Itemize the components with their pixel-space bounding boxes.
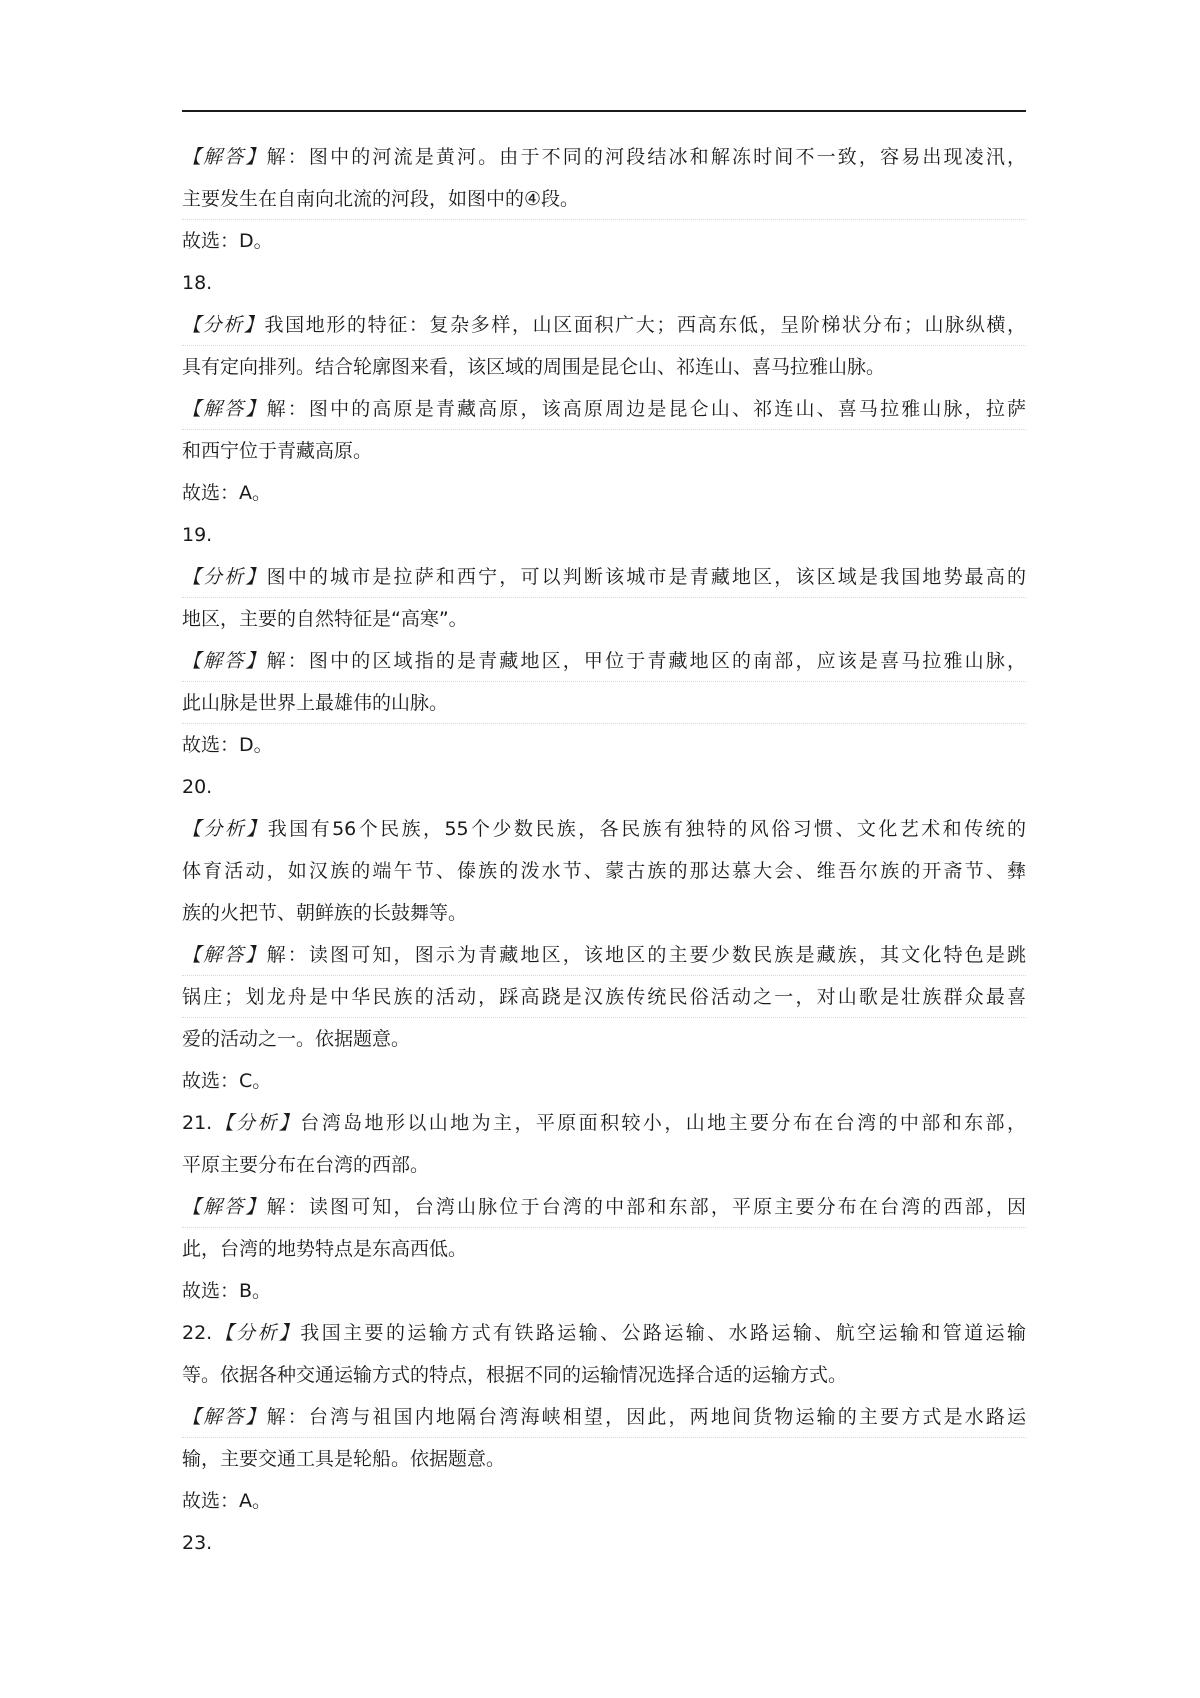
text-line <box>182 556 1026 598</box>
text-line <box>182 1522 1026 1564</box>
text-line <box>182 1144 1026 1186</box>
line-text: 我国地形的特征：复杂多样，山区面积广大；西高东低，呈阶梯状分布；山脉纵横， <box>264 314 1026 336</box>
line-text: 故选：A。 <box>182 482 271 504</box>
text-line <box>182 1396 1026 1438</box>
text-line <box>182 1270 1026 1312</box>
text-line <box>182 766 1026 808</box>
line-text: 地区，主要的自然特征是“高寒”。 <box>182 608 468 630</box>
line-text: 爱的活动之一。依据题意。 <box>182 1028 411 1050</box>
line-text: 和西宁位于青藏高原。 <box>182 440 373 462</box>
line-text: 平原主要分布在台湾的西部。 <box>182 1154 430 1176</box>
text-line <box>182 808 1026 850</box>
section-label: 【分析】 <box>212 1112 301 1134</box>
text-line <box>182 598 1026 640</box>
line-text: 锅庄；划龙舟是中华民族的活动，踩高跷是汉族传统民俗活动之一，对山歌是壮族群众最喜 <box>182 986 1026 1008</box>
text-line <box>182 892 1026 934</box>
line-text: 解：台湾与祖国内地隔台湾海峡相望，因此，两地间货物运输的主要方式是水路运 <box>266 1406 1026 1428</box>
text-line <box>182 472 1026 514</box>
section-label: 【分析】 <box>212 1322 301 1344</box>
line-text: 故选：D。 <box>182 230 273 252</box>
text-line <box>182 1438 1026 1480</box>
line-text: 此山脉是世界上最雄伟的山脉。 <box>182 692 449 714</box>
text-line <box>182 640 1026 682</box>
line-text: 族的火把节、朝鲜族的长鼓舞等。 <box>182 902 468 924</box>
text-line <box>182 1312 1026 1354</box>
text-line <box>182 976 1026 1018</box>
section-label: 【分析】 <box>182 566 267 588</box>
line-text: 故选：B。 <box>182 1280 272 1302</box>
question-number: 22. <box>182 1322 213 1344</box>
text-line <box>182 724 1026 766</box>
line-text: 我国有56个民族，55个少数民族，各民族有独特的风俗习惯、文化艺术和传统的 <box>267 818 1026 840</box>
text-line <box>182 304 1026 346</box>
line-text: 解：读图可知，台湾山脉位于台湾的中部和东部，平原主要分布在台湾的西部，因 <box>266 1196 1026 1218</box>
line-text: 台湾岛地形以山地为主，平原面积较小，山地主要分布在台湾的中部和东部， <box>300 1112 1026 1134</box>
text-line <box>182 262 1026 304</box>
line-text: 此，台湾的地势特点是东高西低。 <box>182 1238 468 1260</box>
question-number: 21. <box>182 1112 213 1134</box>
section-label: 【分析】 <box>182 818 268 840</box>
line-text: 解：图中的区域指的是青藏地区，甲位于青藏地区的南部，应该是喜马拉雅山脉， <box>266 650 1026 672</box>
line-text: 等。依据各种交通运输方式的特点，根据不同的运输情况选择合适的运输方式。 <box>182 1364 848 1386</box>
section-label: 【分析】 <box>182 314 265 336</box>
line-text: 图中的城市是拉萨和西宁，可以判断该城市是青藏地区，该区域是我国地势最高的 <box>266 566 1026 588</box>
text-line <box>182 1102 1026 1144</box>
text-line <box>182 346 1026 388</box>
section-label: 【解答】 <box>182 1406 267 1428</box>
line-text: 解：图中的河流是黄河。由于不同的河段结冰和解冻时间不一致，容易出现凌汛， <box>266 146 1026 168</box>
text-line <box>182 1060 1026 1102</box>
text-line <box>182 430 1026 472</box>
header-rule <box>182 110 1026 112</box>
section-label: 【解答】 <box>182 944 267 966</box>
section-label: 【解答】 <box>182 146 267 168</box>
text-line <box>182 1018 1026 1060</box>
answer-content <box>182 136 1026 1564</box>
line-text: 20. <box>182 776 213 798</box>
text-line <box>182 136 1026 178</box>
section-label: 【解答】 <box>182 398 267 420</box>
text-line <box>182 388 1026 430</box>
line-text: 故选：A。 <box>182 1490 271 1512</box>
line-text: 解：读图可知，图示为青藏地区，该地区的主要少数民族是藏族，其文化特色是跳 <box>266 944 1026 966</box>
line-text: 体育活动，如汉族的端午节、傣族的泼水节、蒙古族的那达慕大会、维吾尔族的开斋节、彝 <box>182 860 1026 882</box>
line-text: 输，主要交通工具是轮船。依据题意。 <box>182 1448 506 1470</box>
section-label: 【解答】 <box>182 650 267 672</box>
section-label: 【解答】 <box>182 1196 267 1218</box>
text-line <box>182 1480 1026 1522</box>
line-text: 解：图中的高原是青藏高原，该高原周边是昆仑山、祁连山、喜马拉雅山脉，拉萨 <box>266 398 1026 420</box>
line-text: 23. <box>182 1532 213 1554</box>
text-line <box>182 1186 1026 1228</box>
line-text: 主要发生在自南向北流的河段，如图中的④段。 <box>182 188 580 210</box>
text-line <box>182 220 1026 262</box>
text-line <box>182 934 1026 976</box>
text-line <box>182 850 1026 892</box>
line-text: 故选：C。 <box>182 1070 272 1092</box>
text-line <box>182 514 1026 556</box>
text-line <box>182 178 1026 220</box>
line-text: 具有定向排列。结合轮廓图来看，该区域的周围是昆仑山、祁连山、喜马拉雅山脉。 <box>182 356 886 378</box>
line-text: 故选：D。 <box>182 734 273 756</box>
line-text: 我国主要的运输方式有铁路运输、公路运输、水路运输、航空运输和管道运输 <box>300 1322 1026 1344</box>
text-line <box>182 1354 1026 1396</box>
text-line <box>182 682 1026 724</box>
line-text: 19. <box>182 524 213 546</box>
line-text: 18. <box>182 272 213 294</box>
text-line <box>182 1228 1026 1270</box>
